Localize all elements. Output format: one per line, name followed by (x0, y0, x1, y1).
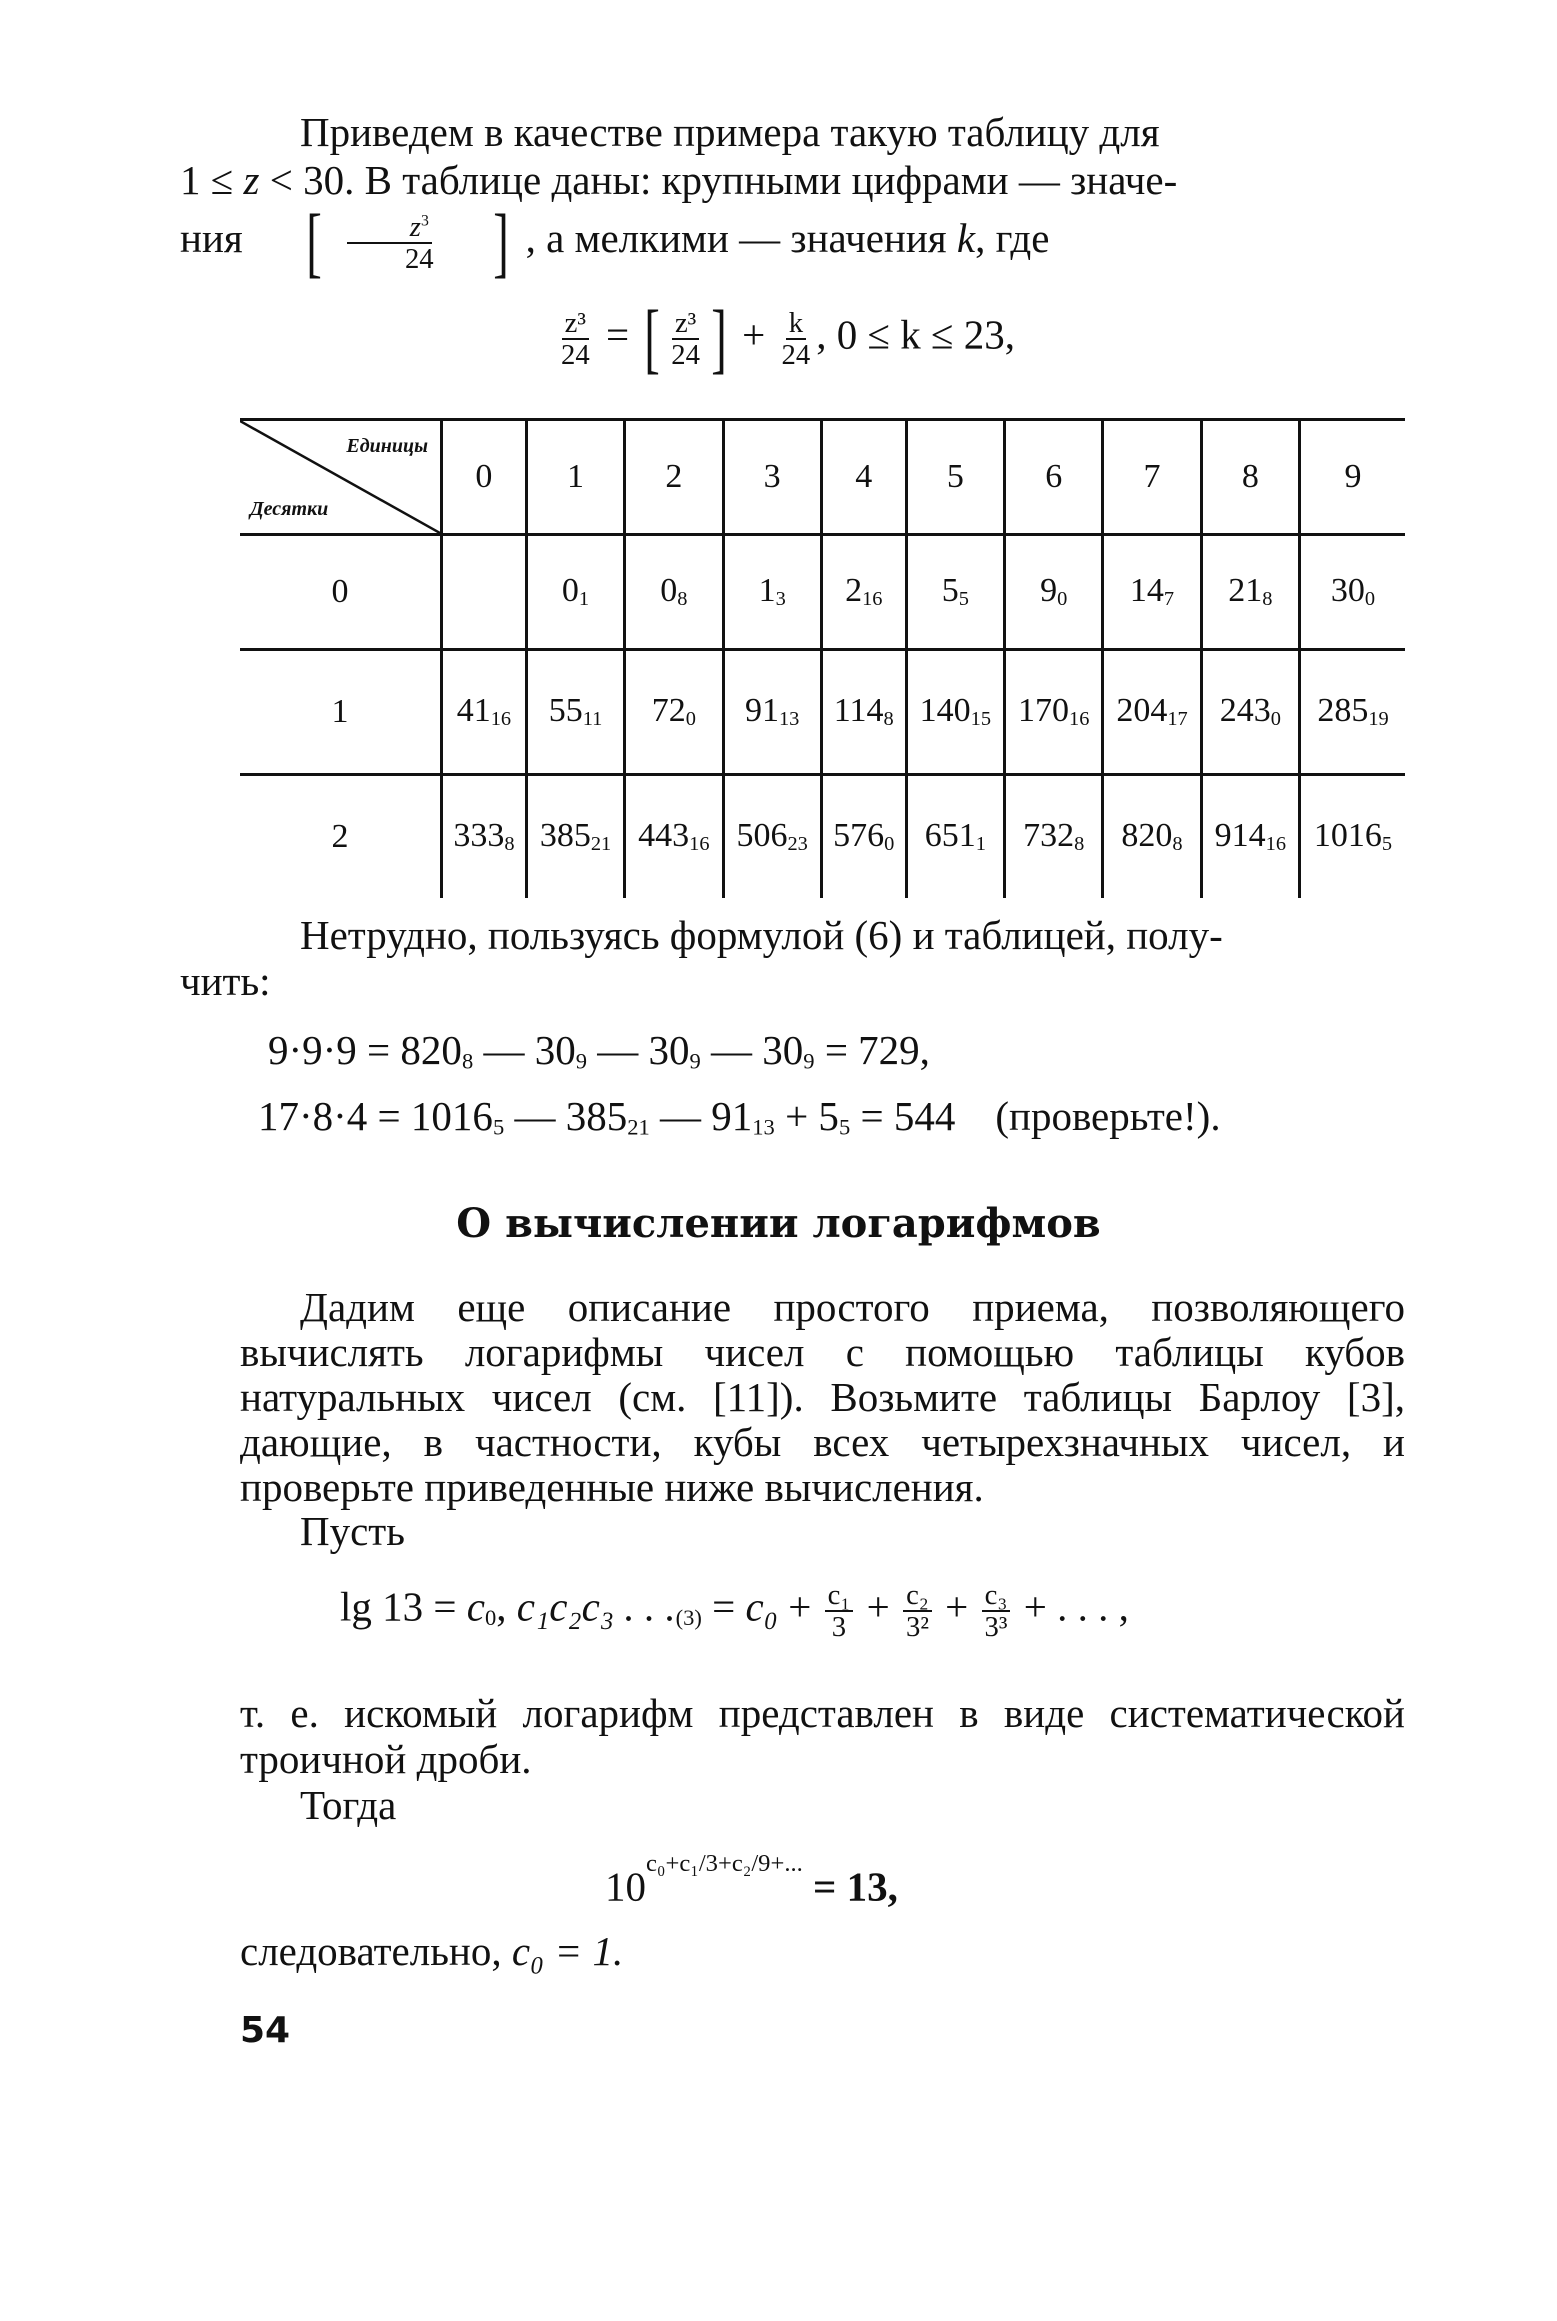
cube-floor-value: 443 (638, 817, 690, 855)
remainder-k: 8 (677, 588, 688, 611)
cube-floor-value: 333 (453, 817, 505, 855)
table-cell (821, 650, 906, 775)
col-header: 1 (526, 420, 624, 535)
cube-floor-value: 2 (845, 572, 863, 610)
remainder-k: 8 (504, 833, 515, 856)
cube-floor-value: 5 (941, 572, 959, 610)
table-cell (1005, 535, 1103, 650)
section-heading: О вычислении логарифмов (456, 1200, 1101, 1247)
col-header: 5 (906, 420, 1004, 535)
equation-17-8-4: $17\cdot 8\cdot 4 = 1016_5$ — $385_{21}$ — $91_{13} + 5_5 = 544$ (проверьте!). (258, 1093, 1221, 1140)
table-cell (442, 535, 527, 650)
row-label: 1 (240, 650, 442, 775)
table-cell (1103, 535, 1201, 650)
table-cell (1300, 650, 1405, 775)
col-header: 3 (723, 420, 821, 535)
cube-floor-value: 204 (1116, 692, 1168, 730)
remainder-k: 8 (1262, 588, 1273, 611)
col-header: 2 (625, 420, 723, 535)
cube-floor-value: 14 (1129, 572, 1164, 610)
cube-floor-value: 21 (1228, 572, 1263, 610)
remainder-k: 16 (862, 588, 883, 611)
cube-floor-value: 0 (561, 572, 579, 610)
remainder-k: 1 (975, 833, 986, 856)
col-header: 9 (1300, 420, 1405, 535)
col-header: 8 (1201, 420, 1299, 535)
table-cell (526, 650, 624, 775)
cube-floor-value: 732 (1023, 817, 1075, 855)
table-row (240, 775, 1405, 899)
remainder-k: 16 (1265, 833, 1287, 856)
table-row (240, 650, 1405, 775)
cube-floor-value: 914 (1214, 817, 1266, 855)
intro-line3: ния [ $\frac{z^3}{24}$ ] , а мелкими — значения k, где (180, 199, 1050, 285)
cube-floor-value: 1016 (1313, 817, 1382, 855)
table-cell (442, 775, 527, 899)
col-header: 6 (1005, 420, 1103, 535)
remainder-k: 11 (582, 708, 603, 731)
equation-9-9-9: $9\cdot 9\cdot 9 = 820_8$ — $30_9$ — $30_9$ — $30_9 = 729$, (268, 1027, 930, 1074)
table-cell (1201, 775, 1299, 899)
remainder-k: 0 (1057, 588, 1068, 611)
paragraph-ternary: т. е. искомый логарифм представлен в виде систематической троичной дроби. (240, 1690, 1405, 1782)
intro-paragraph (180, 108, 1405, 285)
remainder-k: 16 (1069, 708, 1090, 731)
remainder-k: 7 (1163, 588, 1175, 611)
remainder-k: 0 (1364, 588, 1376, 611)
conclusion: следовательно, c₀ = 1. (240, 1928, 624, 1974)
table-cell (1201, 535, 1299, 650)
intro-line1: Приведем в качестве примера такую таблицу для (300, 109, 1160, 155)
table-cell (1300, 775, 1405, 899)
cubes-table (240, 418, 1405, 898)
cube-floor-value: 651 (924, 817, 976, 855)
power-formula: $10^{c_0+c_1/3+c_2/9+...} = 13$, (605, 1850, 898, 1910)
col-header: 7 (1103, 420, 1201, 535)
remainder-k: 3 (775, 588, 786, 611)
cube-floor-value: 9 (1040, 572, 1058, 610)
table-cell (1103, 775, 1201, 899)
table-cell (1201, 650, 1299, 775)
row-label: 2 (240, 775, 442, 899)
lg13-formula: $\lg 13 = c_0$, c₁c₂c₃ . . $._{(3)} = c_0$ + $\frac{\text{c₁}}{3}$ + $\frac{\text{c₂}}{\text{3²}}$ + $\frac{\text{c₃}}{\text{3³}}$ + . . . , (340, 1579, 1129, 1644)
main-formula: $\frac{\text{z³}}{24}$ = [ $\frac{\text{z³}}{24}$ ] + $\frac{k}{24}$ , 0 ≤ k ≤ 23, (561, 295, 1015, 381)
paragraph-formula-usage: Нетрудно, пользуясь формулой (6) и таблицей, полу- чить: (180, 912, 1223, 1004)
remainder-k: 15 (970, 708, 992, 731)
col-header: 0 (442, 420, 527, 535)
cube-floor-value: 243 (1219, 692, 1271, 730)
remainder-k: 5 (958, 588, 969, 611)
remainder-k: 8 (883, 708, 894, 731)
table-cell (625, 535, 723, 650)
cube-floor-value: 506 (736, 817, 788, 855)
cube-floor-value: 55 (548, 692, 583, 730)
table-cell (821, 535, 906, 650)
floor-bracket: [ $\frac{z^3}{24}$ ] (306, 199, 509, 285)
remainder-k: 0 (884, 833, 895, 856)
remainder-k: 17 (1167, 708, 1188, 731)
table-header-row (240, 420, 1405, 535)
table-row (240, 535, 1405, 650)
table-cell (526, 535, 624, 650)
cube-floor-value: 576 (833, 817, 885, 855)
table-cell (1005, 650, 1103, 775)
remainder-k: 13 (778, 708, 800, 731)
row-label: 0 (240, 535, 442, 650)
cube-floor-value: 41 (456, 692, 491, 730)
col-header: 4 (821, 420, 906, 535)
remainder-k: 23 (787, 833, 808, 856)
cube-floor-value: 140 (919, 692, 971, 730)
table-cell (1103, 650, 1201, 775)
table-cell (723, 650, 821, 775)
remainder-k: 21 (590, 833, 612, 856)
cube-floor-value: 30 (1330, 572, 1365, 610)
cube-floor-value: 91 (744, 692, 779, 730)
table-cell (526, 775, 624, 899)
cube-floor-value: 285 (1317, 692, 1369, 730)
remainder-k: 0 (685, 708, 696, 731)
remainder-k: 19 (1368, 708, 1389, 731)
table-cell (1300, 535, 1405, 650)
table-cell (906, 535, 1004, 650)
cube-floor-value: 0 (660, 572, 678, 610)
remainder-k: 8 (1074, 833, 1085, 856)
table-cell (906, 650, 1004, 775)
remainder-k: 16 (490, 708, 512, 731)
table-cell (906, 775, 1004, 899)
cube-floor-value: 1 (758, 572, 776, 610)
table-cell (723, 535, 821, 650)
let-label: Пусть (300, 1508, 405, 1554)
table-cell (625, 650, 723, 775)
remainder-k: 1 (578, 588, 590, 611)
table-cell (442, 650, 527, 775)
table-cell (821, 775, 906, 899)
table-corner (240, 420, 442, 535)
remainder-k: 16 (689, 833, 710, 856)
cube-floor-value: 385 (539, 817, 591, 855)
cube-floor-value: 170 (1018, 692, 1069, 730)
table-cell (1005, 775, 1103, 899)
paragraph-logarithm-method: Дадим еще описание простого приема, позволяющего вычислять логарифмы чисел с помощью таблицы кубов натуральных чисел (см. [11]). Возьмите таблицы Барлоу [3], дающие, в частности, кубы всех четырехзначных чисел, и проверьте приведенные ниже вычисления. (240, 1284, 1405, 1510)
cube-floor-value: 114 (833, 692, 884, 730)
table-cell (625, 775, 723, 899)
tens-label: Десятки (250, 498, 329, 520)
cube-floor-value: 820 (1121, 817, 1173, 855)
remainder-k: 8 (1172, 833, 1183, 856)
remainder-k: 0 (1270, 708, 1281, 731)
then-label: Тогда (300, 1782, 397, 1828)
table-cell (723, 775, 821, 899)
page-number: 54 (240, 2010, 291, 2051)
intro-line2: 1 ≤ z < 30. В таблице даны: крупными цифрами — значе- (180, 157, 1178, 203)
cube-floor-value: 72 (651, 692, 686, 730)
remainder-k: 5 (1381, 833, 1393, 856)
units-label: Единицы (346, 435, 428, 457)
